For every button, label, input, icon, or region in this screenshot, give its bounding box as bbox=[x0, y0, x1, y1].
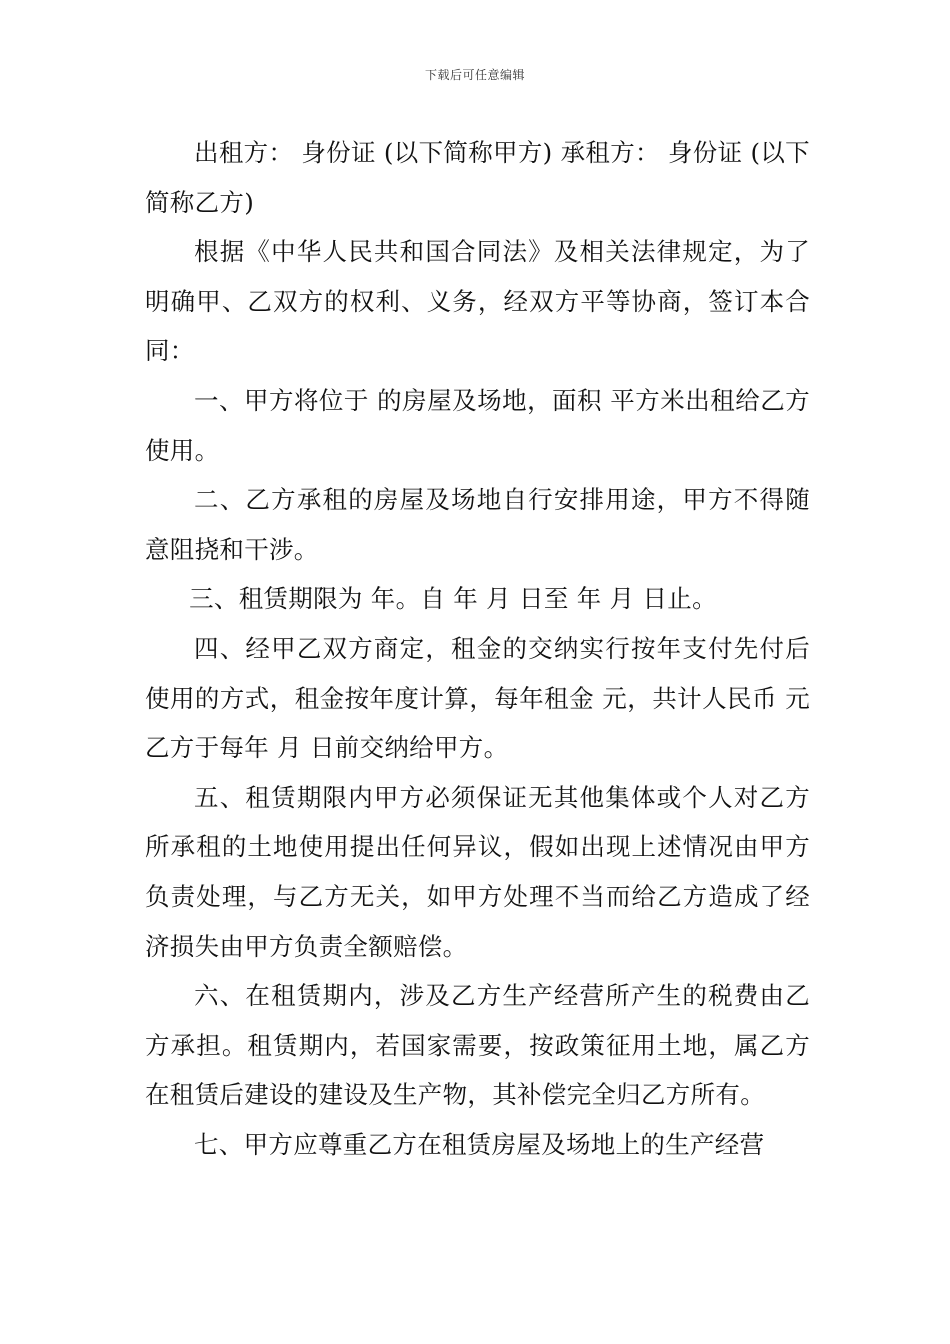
clause-4-paragraph: 四、经甲乙双方商定，租金的交纳实行按年支付先付后使用的方式，租金按年度计算，每年租金 元，共计人民币 元乙方于每年 月 日前交纳给甲方。 bbox=[145, 633, 810, 763]
clause-2-paragraph: 二、乙方承租的房屋及场地自行安排用途，甲方不得随意阻挠和干涉。 bbox=[145, 485, 810, 564]
clause-7-paragraph: 七、甲方应尊重乙方在租赁房屋及场地上的生产经营 bbox=[194, 1129, 765, 1159]
clause-1-paragraph: 一、甲方将位于 的房屋及场地，面积 平方米出租给乙方使用。 bbox=[145, 385, 810, 465]
parties-paragraph: 出租方： 身份证 (以下简称甲方) 承租方： 身份证 (以下简称乙方) bbox=[145, 138, 810, 217]
clause-5-paragraph: 五、租赁期限内甲方必须保证无其他集体或个人对乙方所承租的土地使用提出任何异议，假如出现上述情况由甲方负责处理，与乙方无关，如甲方处理不当而给乙方造成了经济损失由甲方负责全额赔偿。 bbox=[145, 782, 810, 961]
clause-6-paragraph: 六、在租赁期内，涉及乙方生产经营所产生的税费由乙方承担。租赁期内，若国家需要，按政策征用土地，属乙方在租赁后建设的建设及生产物，其补偿完全归乙方所有。 bbox=[145, 981, 810, 1110]
preamble-paragraph: 根据《中华人民共和国合同法》及相关法律规定，为了明确甲、乙双方的权利、义务，经双方平等协商，签订本合同： bbox=[145, 237, 810, 366]
page-header: 下载后可任意编辑 bbox=[424, 68, 525, 82]
document-body bbox=[145, 128, 810, 1169]
clause-3-paragraph: 三、租赁期限为 年。自 年 月 日至 年 月 日止。 bbox=[189, 584, 717, 614]
